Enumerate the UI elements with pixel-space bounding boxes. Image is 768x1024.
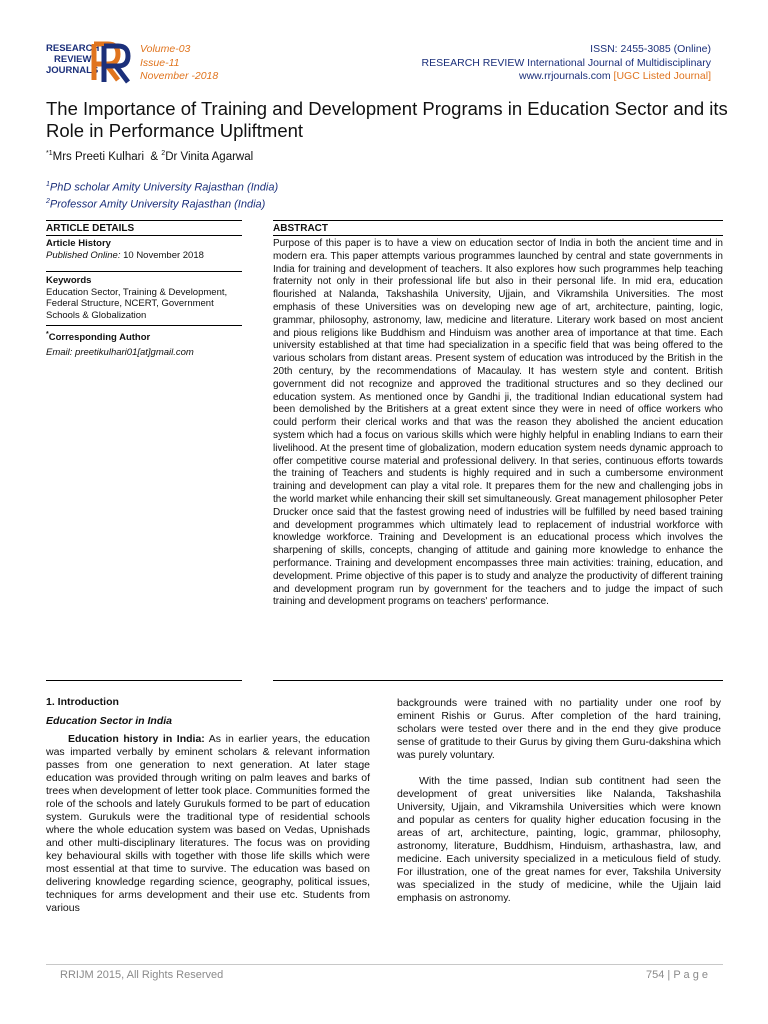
affiliation-2 bbox=[46, 195, 278, 212]
paragraph-2: backgrounds were trained with no partiality under one roof by eminent Rishis or Gurus. After completion of the hard training, scholars were tested over there and in the end they give produce sense of gratitude to their Gurus by giving them Guru-dakshina which was purely voluntary. bbox=[397, 697, 721, 761]
rr-monogram-icon bbox=[90, 40, 134, 84]
footer-copyright: RRIJM 2015, All Rights Reserved bbox=[60, 969, 224, 981]
author1-sup: *1 bbox=[46, 150, 53, 157]
rule-bottom-left bbox=[46, 680, 242, 681]
published-label: Published Online: bbox=[46, 249, 121, 261]
rule-head-right bbox=[273, 235, 723, 236]
affil1-sup: 1 bbox=[46, 181, 50, 188]
journal-meta bbox=[422, 43, 711, 84]
abstract-text: Purpose of this paper is to have a view on education sector of India in both the ancient time and in modern era. This paper attempts various programmes launched by central and state governments in India for training and development of teachers. It also explores how such programmes help teaching fraternity not only in their professional life but also in their personal life. In mid era, education flourished at Nalanda, Takshashila University, Ujjain, and Vikramshila Universities. The most emphasis of these Universities was on developing new age of art, architecture, painting, logic, grammar, philosophy, astronomy, law, medicine and literature. Literary work based on most ancient and pious religions like Buddhism and Hinduism was another area of importance at that time. Each university established at that time had specialization in a specific field that was being offered to the various scholars from distant areas. Present system of education was introduced by the British in the 20th century, by the recommendations of Macaulay. It has western style and content. British government did not recognize and approved the traditional structures and so they declined our education system. As mentioned once by Gandhi ji, the traditional Indian educational system had been demolished by the Britishers at a great extent since they were in need of office workers who could perform their clerical works and that was the reason they abolished the ancient education system which had a focus on various skills which were highly helpful in enabling Indians to earn their livelihood. At the present time of globalization, modern education system needs dynamic approach to offer competitive course material and professional delivery. In that series, continuous efforts towards the training of Teachers and students is highly required and in such a cumbersome environment training and development can play a vital role. It prepares them for the new and challenging jobs in the world market while enhancing their skill set simultaneously. Great management philosopher Peter Drucker once said that the fastest growing need of industries will be fulfilled by need based training and development programmes which ultimately lead to replacement of industrial workforce with knowledge workforce. Training and Development is an educational process which involves the sharpening of skills, concepts, changing of attitude and gaining more knowledge to enhance the performance. Training and development encompasses three main activities: training, education, and development. Prime objective of this paper is to study and analyze the productivity of different training and development program run by government for the teachers and to judge the impact of such training and development programs on teachers' performance. bbox=[273, 238, 723, 608]
footer-page: 754 | P a g e bbox=[646, 969, 708, 981]
affiliation-1 bbox=[46, 178, 278, 195]
author-sep: & bbox=[150, 150, 159, 163]
section-heading: 1. Introduction bbox=[46, 696, 119, 708]
keywords-label: Keywords bbox=[46, 275, 92, 286]
affiliations bbox=[46, 178, 278, 211]
issue-meta bbox=[140, 43, 218, 84]
author2-sup: 2 bbox=[161, 150, 166, 157]
website-link[interactable]: www.rrjournals.com bbox=[519, 70, 611, 82]
keywords: Education Sector, Training & Development, Federal Structure, NCERT, Government Schools & Globalization bbox=[46, 286, 228, 321]
affil2-sup: 2 bbox=[46, 197, 50, 205]
subsection-heading: Education Sector in India bbox=[46, 715, 173, 727]
published-line bbox=[46, 250, 241, 262]
paragraph-lead: Education history in India: bbox=[68, 733, 205, 745]
logo-word-research: RESEARCH bbox=[46, 43, 100, 54]
logo-word-review: REVIEW bbox=[54, 54, 92, 65]
corresponding-label: Corresponding Author bbox=[48, 332, 151, 344]
article-details-heading: ARTICLE DETAILS bbox=[46, 223, 135, 234]
abstract-heading: ABSTRACT bbox=[273, 223, 328, 234]
history-label: Article History bbox=[46, 238, 111, 249]
author-line bbox=[46, 150, 253, 163]
affil2-text: Professor Amity University Rajasthan (India) bbox=[49, 198, 266, 211]
website-line bbox=[422, 70, 711, 84]
paper-title: The Importance of Training and Development Programs in Education Sector and its Role in Performance Upliftment bbox=[46, 98, 728, 141]
issn: ISSN: 2455-3085 (Online) bbox=[590, 43, 711, 55]
footer-rule bbox=[46, 964, 723, 965]
issue-date: November -2018 bbox=[140, 70, 219, 82]
logo-word-journals: JOURNALS bbox=[46, 65, 99, 76]
affil1-text: PhD scholar Amity University Rajasthan (India) bbox=[49, 181, 279, 194]
corresponding-email[interactable]: Email: preetikulhari01[at]gmail.com bbox=[46, 346, 194, 358]
rule-top-left bbox=[46, 220, 242, 221]
ugc-note: [UGC Listed Journal] bbox=[613, 70, 711, 82]
paragraph-3: With the time passed, Indian sub contitnent had seen the development of great universities like Nalanda, Takshashila University, Ujjain, and Vikramshila Universities which were known and popular as centers for quality higher education focusing in the areas of art, architecture, painting, logic, grammar, philosophy, astronomy, literature, Buddhism, Hinduism, arthashastra, law, and medicine. Each university specialized in a meticulous field of study. For illustration, one of the great names for ever, Takshila University was specialized in the study of medicine, while the Ujjain laid emphasis on astronomy. bbox=[397, 775, 721, 904]
rule-details-2 bbox=[46, 325, 242, 326]
rule-bottom-right bbox=[273, 680, 723, 681]
corr-sup: * bbox=[46, 331, 49, 338]
rule-top-right bbox=[273, 220, 723, 221]
body-column-right bbox=[397, 697, 721, 905]
body-column-left bbox=[46, 733, 370, 915]
volume: Volume-03 bbox=[140, 43, 191, 55]
published-date: 10 November 2018 bbox=[123, 249, 204, 261]
paragraph-1: As in earlier years, the education was imparted verbally by eminent scholars & relevant information passes from one generation to next generation. At later stage education was provided through writing on palm leaves and barks of trees when development of letter took place. Communities formed the role of the schools and lately Gurukuls formed to be part of education system. Gurukuls were the traditional type of residential schools where the whole education system was based on Vedas, Upnishads and other multi-disciplinary literatures. The focus was on providing key behavioural skills with together with those life skills which were most essential at that time to survive. The education was based on delivering knowledge regarding science, geography, political issues, techniques for arms development and their use etc. Students from various bbox=[46, 733, 370, 914]
corresponding-label-line bbox=[46, 329, 241, 344]
author2: Dr Vinita Agarwal bbox=[165, 150, 254, 163]
rule-details-1 bbox=[46, 271, 242, 272]
issue: Issue-11 bbox=[140, 56, 180, 69]
rule-head-left bbox=[46, 235, 242, 236]
article-details bbox=[46, 238, 241, 358]
journal-name: RESEARCH REVIEW International Journal of Multidisciplinary bbox=[421, 56, 711, 69]
author1: Mrs Preeti Kulhari bbox=[52, 150, 145, 163]
journal-logo bbox=[46, 40, 136, 84]
